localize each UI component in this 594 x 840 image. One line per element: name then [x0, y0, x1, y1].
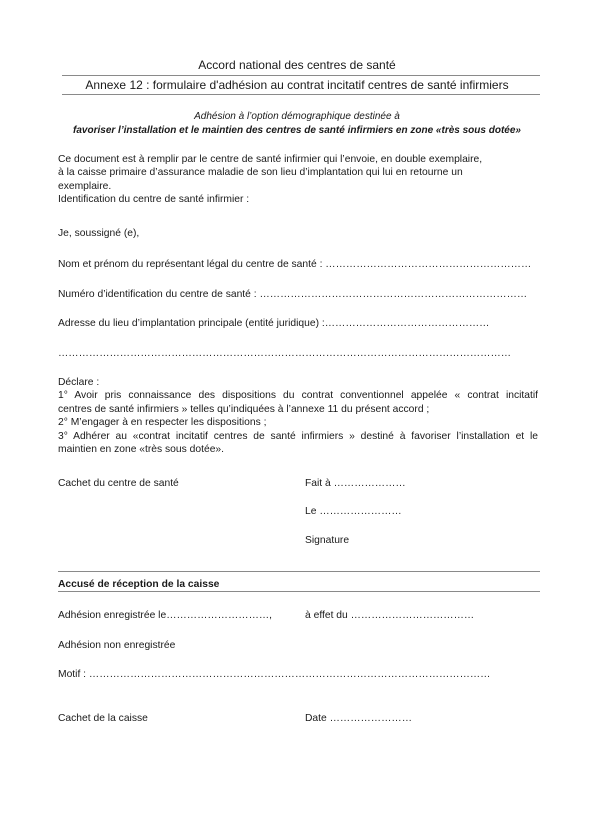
intro-line-1: Ce document est à remplir par le centre de santé infirmier qui l’envoie, en double exemplaire, [58, 154, 483, 165]
header-top-rule [62, 75, 540, 76]
intro-paragraph [58, 153, 538, 207]
soussigne-label: Je, soussigné (e), [58, 228, 140, 239]
identification-label: Identification du centre de santé infirmier : [58, 194, 250, 206]
adresse-field[interactable]: Adresse du lieu d’implantation principale (entité juridique) :………………………………………… [58, 318, 490, 329]
subtitle-line-2: favoriser l’installation et le maintien des centres de santé infirmiers en zone «très sous dotée» [73, 125, 521, 136]
reception-top-rule [58, 571, 540, 572]
le-date-field[interactable]: Le …………………… [305, 506, 402, 517]
subtitle-line-1: Adhésion à l’option démographique destinée à [194, 111, 400, 122]
document-title: Accord national des centres de santé [198, 58, 396, 72]
fait-a-field[interactable]: Fait à ………………… [305, 478, 406, 489]
declare-heading: Déclare : [58, 377, 100, 388]
effet-field[interactable]: à effet du ……………………………… [305, 610, 475, 621]
declare-section [58, 376, 538, 456]
numero-identification-field[interactable]: Numéro d’identification du centre de santé : …………………………………………………………………… [58, 289, 528, 300]
header-bottom-rule [62, 94, 540, 95]
cachet-centre-label: Cachet du centre de santé [58, 478, 179, 489]
intro-line-3: exemplaire. [58, 180, 112, 192]
motif-field[interactable]: Motif : ……………………………………………………………………………………………………… [58, 669, 491, 680]
reception-heading: Accusé de réception de la caisse [58, 579, 220, 590]
annex-title: Annexe 12 : formulaire d'adhésion au contrat incitatif centres de santé infirmiers [85, 78, 509, 92]
date-field[interactable]: Date …………………… [305, 713, 412, 724]
nom-representant-field[interactable]: Nom et prénom du représentant légal du centre de santé : …………………………………………………… [58, 259, 532, 270]
cachet-caisse-label: Cachet de la caisse [58, 713, 148, 724]
declare-item-1-line-1: 1° Avoir pris connaissance des dispositions du contrat conventionnel appelée « contrat incitatif [58, 390, 538, 402]
adhesion-enregistree-field[interactable]: Adhésion enregistrée le…………………………, [58, 610, 273, 621]
reception-heading-rule [58, 591, 540, 592]
declare-item-3-line-1: 3° Adhérer au «contrat incitatif centres de santé infirmiers » destiné à favoriser l’installation et le [58, 430, 538, 442]
declare-item-2: 2° M’engager à en respecter les dispositions ; [58, 417, 267, 429]
signature-label: Signature [305, 535, 350, 546]
adhesion-non-enregistree-label: Adhésion non enregistrée [58, 640, 176, 651]
intro-line-2: à la caisse primaire d’assurance maladie de son lieu d’implantation qui lui en retourne un [58, 167, 463, 179]
declare-item-1-line-2: centres de santé infirmiers » telles qu’indiquées à l’annexe 11 du présent accord ; [58, 403, 430, 415]
adresse-suite-field[interactable]: …………………………………………………………………………………………………………………… [58, 348, 512, 359]
declare-item-3-line-2: maintien en zone «très sous dotée». [58, 444, 225, 456]
